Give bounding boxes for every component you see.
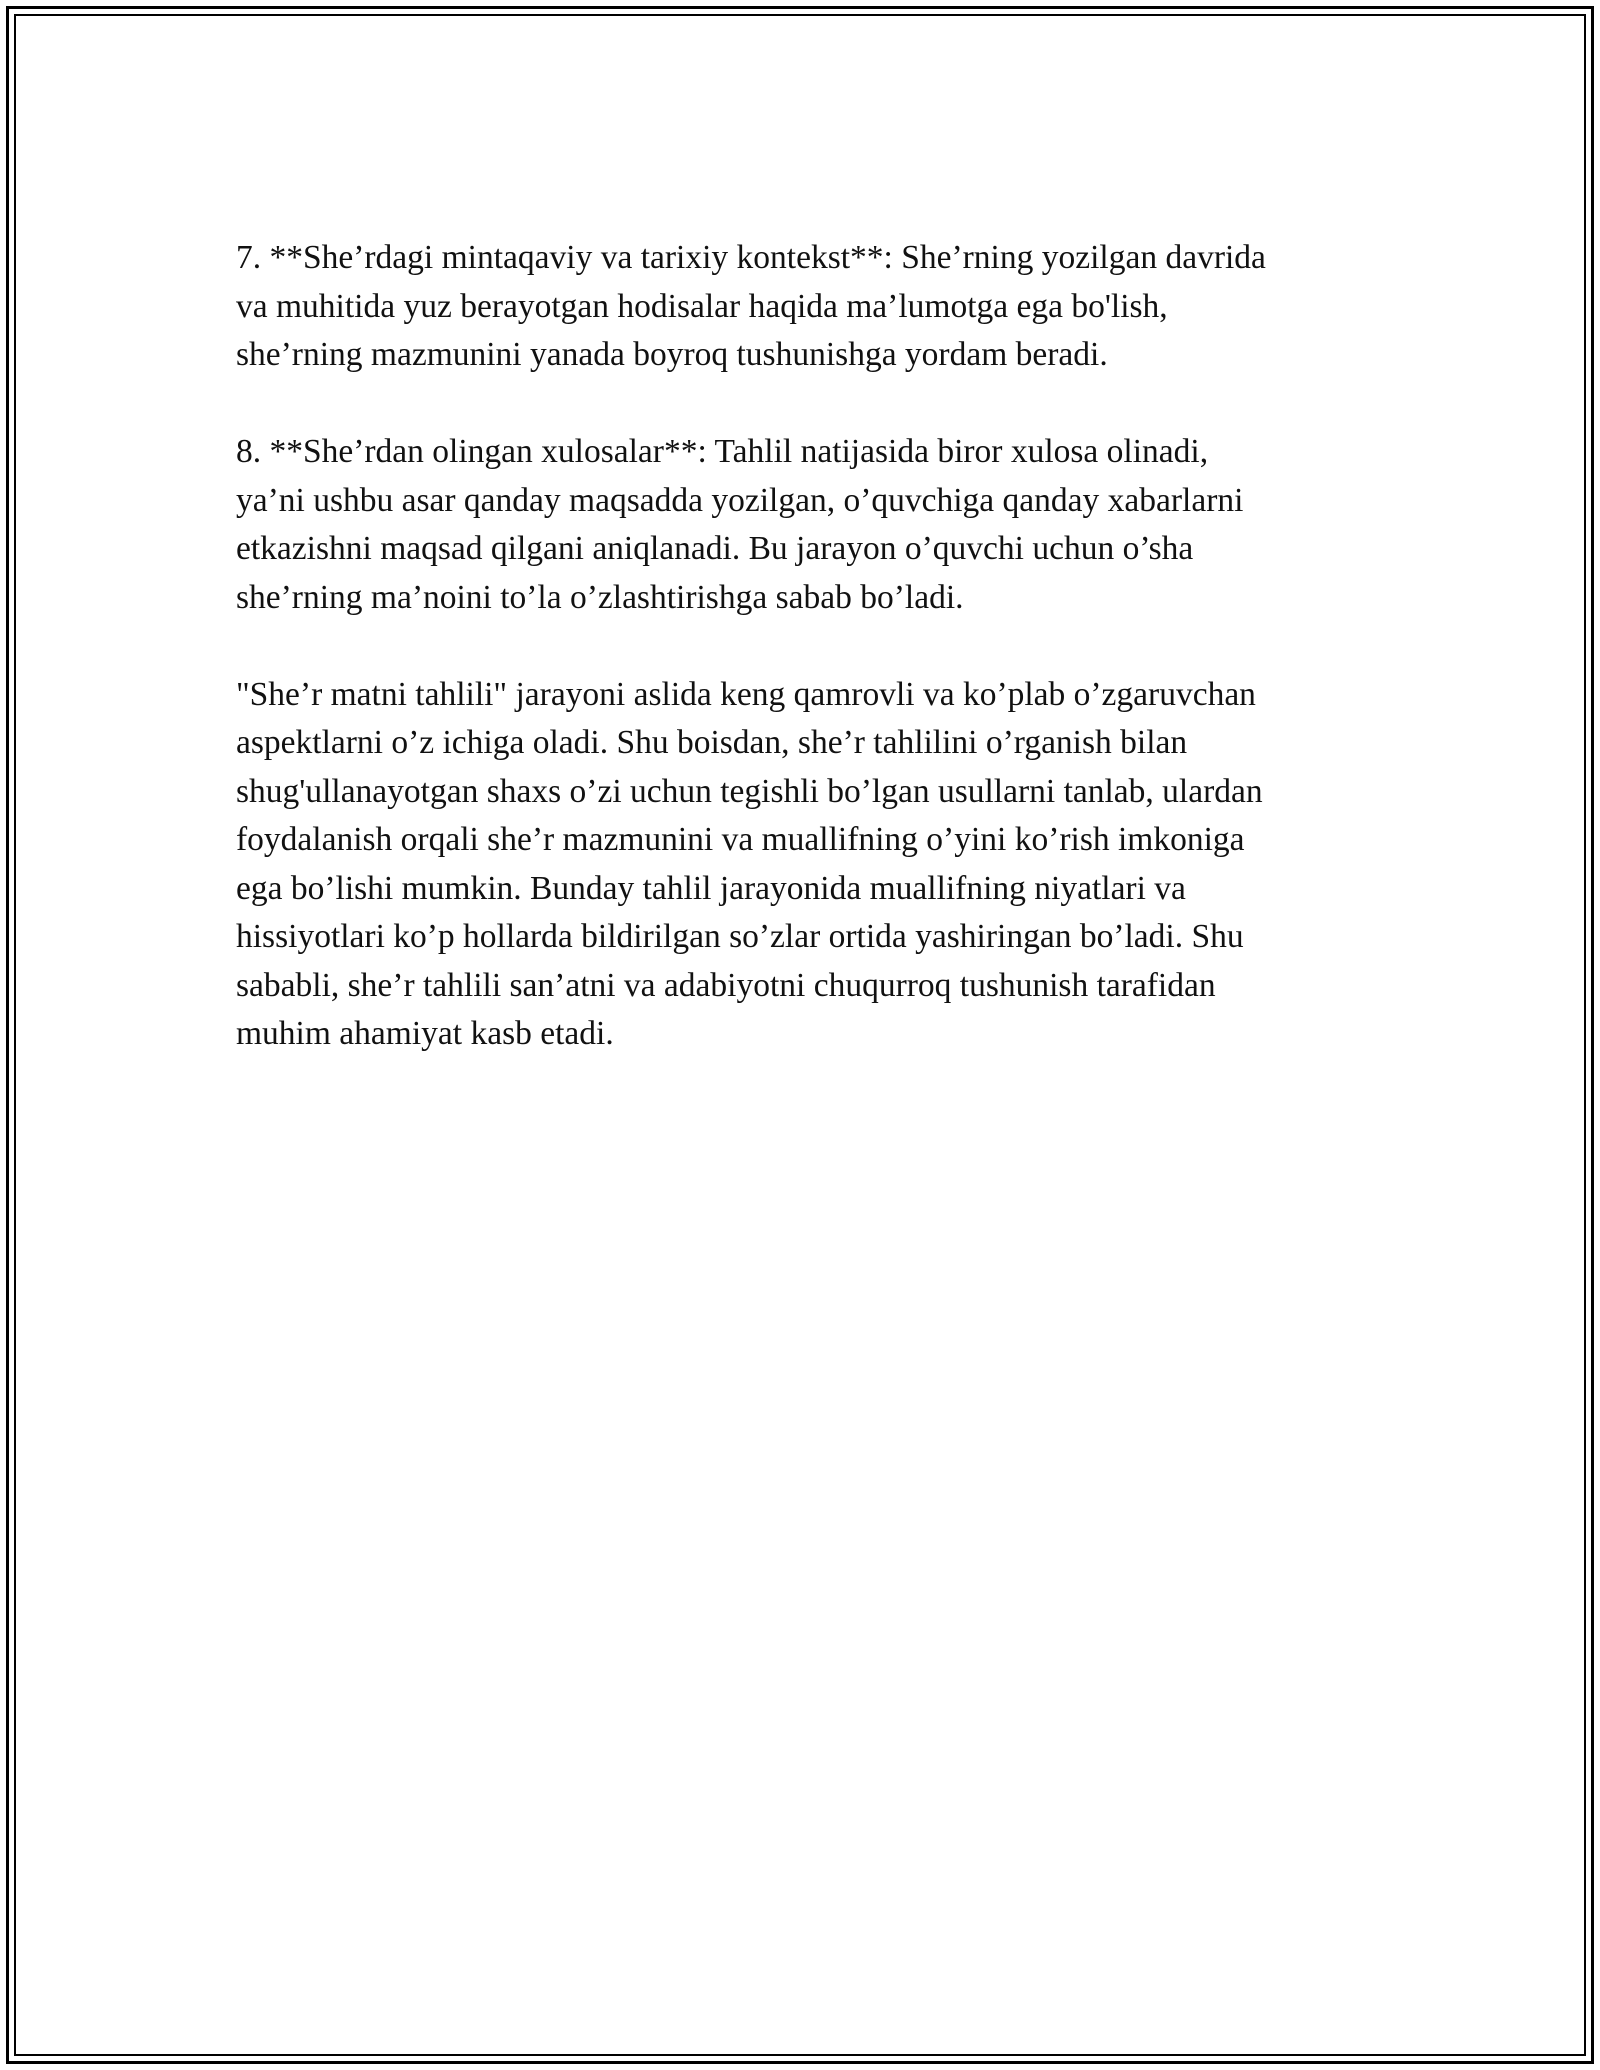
paragraph-item-7: 7. **She’rdagi mintaqaviy va tarixiy kontekst**: She’rning yozilgan davrida va muhitida yuz berayotgan hodisalar haqida ma’lumotga ega bo'lish, she’rning mazmunini yanada boyroq tushunishga yordam beradi. bbox=[236, 239, 1266, 373]
document-body bbox=[236, 234, 1386, 1107]
paragraph-item-8: 8. **She’rdan olingan xulosalar**: Tahlil natijasida biror xulosa olinadi, ya’ni ushbu asar qanday maqsadda yozilgan, o’quvchiga qanday xabarlarni etkazishni maqsad qilgani aniqlanadi. Bu jarayon o’quvchi uchun o’sha she’rning ma’noini to’la o’zlashtirishga sabab bo’ladi. bbox=[236, 433, 1244, 616]
paragraph-conclusion: "She’r matni tahlili" jarayoni aslida keng qamrovli va ko’plab o’zgaruvchan aspektlarni o’z ichiga oladi. Shu boisdan, she’r tahlilini o’rganish bilan shug'ullanayotgan shaxs o’zi uchun tegishli bo’lgan usullarni tanlab, ulardan foydalanish orqali she’r mazmunini va muallifning o’yini ko’rish imkoniga ega bo’lishi mumkin. Bunday tahlil jarayonida muallifning niyatlari va hissiyotlari ko’p hollarda bildirilgan so’zlar ortida yashiringan bo’ladi. Shu sababli, she’r tahlili san’atni va adabiyotni chuqurroq tushunish tarafidan muhim ahamiyat kasb etadi. bbox=[236, 675, 1263, 1052]
